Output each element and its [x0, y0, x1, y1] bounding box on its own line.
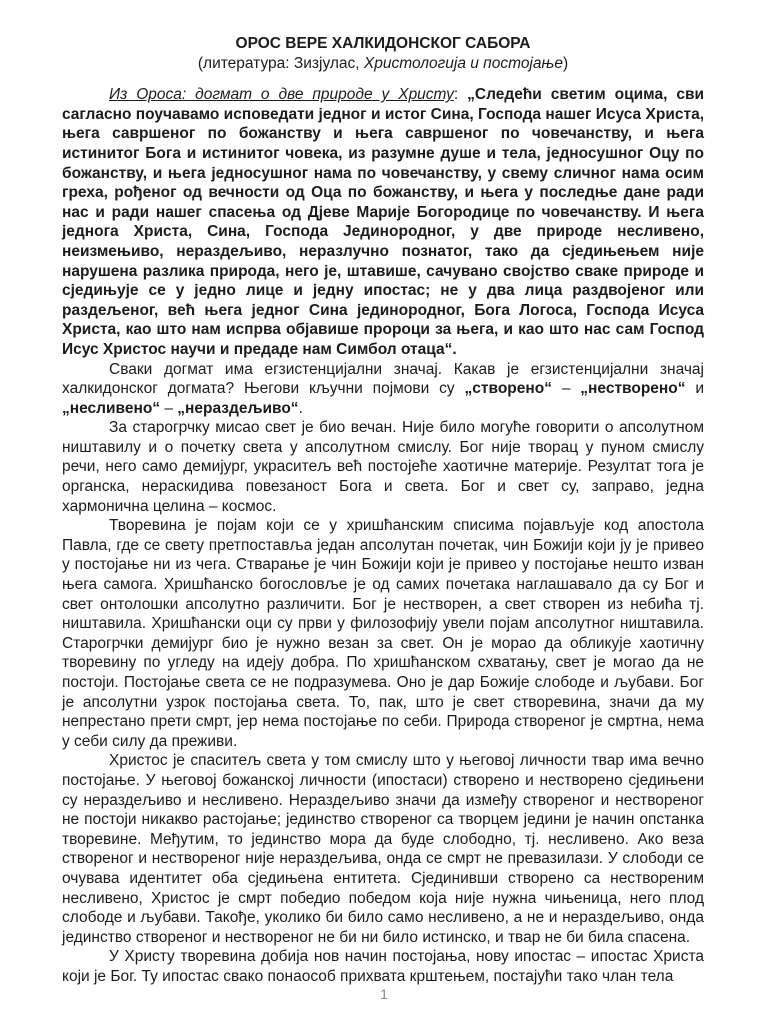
term-unconfused: „несливено“: [62, 399, 161, 417]
paragraph-existential-significance: [62, 360, 704, 419]
horos-quote: „Следећи светим оцима, сви сагласно поучавамо исповедати једног и истог Сина, Господа нашег Исуса Христа, њега савршеног по божанству и њега савршеног по човечанству, и њега истинитог Бога и истинитог човека, из разумне душе и тела, једносушног Оцу по божанству, и њега једносушног нама по човечанству, у свему сличног нама осим греха, рођеног од вечности од Оца по божанству, и њега у последње дане ради нас и ради нашег спасења од Дјеве Марије Богородице по човечанству. И њега једнога Христа, Сина, Господа Јединородног, у две природе несливено, неизмењиво, нераздељиво, неразлучно познатог, тако да сједињењем није нарушена разлика природа, него је, штавише, сачувано својство сваке природе и сједињује се у једно лице и једну ипостас; не у два лица раздвојеног или раздељеног, већ њега једног Сина јединородног, Бога Логоса, Господа Исуса Христа, као што нам испрва објавише пророци за њега, и као што нас сам Господ Исус Христос научи и предаде нам Симбол отаца“.: [62, 86, 705, 358]
horos-colon: :: [453, 86, 468, 104]
p1-sep1: –: [551, 380, 581, 398]
term-created: „створено“: [464, 380, 552, 398]
term-uncreated: „нестворено“: [580, 380, 686, 398]
paragraph-greek-thought: За старогрчку мисао свет је био вечан. Није било могуће говорити о апсолутном ништавилу и о почетку света у апсолутном смислу. Бог није творац у пуном смислу речи, него само демијург, украситељ већ постојеће хаотичне материје. Резултат тога је органска, нераскидива повезаност Бога и света. Бог и свет су, заправо, једна хармонична целина – космос.: [62, 419, 704, 515]
document-page: [62, 34, 704, 987]
subtitle-close: ): [562, 54, 569, 72]
paragraph-christ-savior: Христос је спаситељ света у том смислу што у његовој личности твар има вечно постојање. У његовој божанској личности (ипостаси) створено и нестворено сједињени су нераздељиво и несливено. Нераздељиво значи да између створеног и нествореног не постоји никакво растојање; јединство створеног са творцем једини је начин опстанка творевине. Међутим, то јединство мора да буде слободно, тј. несливено. Ако веза створеног и нествореног није нераздељива, онда се смрт не превазилази. У слободи се очувава идентитет оба сједињена ентитета. Сјединивши створено са нествореним несливено, Христос је смрт победио победом која није нужна чињеница, него плод слободе и љубави. Такође, уколико би било само несливено, а не и нераздељиво, онда јединство створеног и нествореног не би ни било истинско, и твар не би била спасена.: [62, 752, 704, 946]
p1-text: Сваки догмат има егзистенцијални значај. Какав је егзистенцијални значај халкидонског догмата? Његови кључни појмови су: [62, 360, 704, 398]
paragraph-new-hypostasis: У Христу творевина добија нов начин постојања, нову ипостас – ипостас Христа који је Бог. Ту ипостас свако понаособ прихвата крштењем, постајући тако члан тела: [62, 948, 704, 985]
p1-sep2: –: [160, 399, 178, 417]
p1-and: и: [685, 380, 705, 398]
document-subtitle: [62, 54, 704, 74]
subtitle-book-title: Христологија и постојање: [363, 54, 563, 72]
document-title: ОРОС ВЕРЕ ХАЛКИДОНСКОГ САБОРА: [235, 35, 531, 52]
p1-end: .: [298, 399, 303, 417]
subtitle-open: (литература: Зизјулас,: [197, 54, 364, 72]
term-indivisible: „нераздељиво“: [177, 399, 299, 417]
horos-label: Из Ороса: догмат о две природе у Христу: [109, 86, 454, 104]
paragraph-creation: Творевина је појам који се у хришћанским списима појављује код апостола Павла, где се свету претпоставља један апсолутан почетак, чин Божији који ју је привео у постојање ни из чега. Стварање је чин Божији који је привео у постојање нешто изван њега самога. Хришћанско богословље је од самих почетака наглашавало да су Бог и свет онтолошки апсолутно различити. Бог је нестворен, а свет створен из небића тј. ништавила. Хришћански оци су први у филозофију увели појам апсолутног ништавила. Старогрчки демијург био је нужно везан за свет. Он је морао да обликује хаотичну творевину по угледу на идеју добра. По хришћанском схватању, свет је могао да не постоји. Постојање света се не подразумева. Оно је дар Божије слободе и љубави. Бог је апсолутни узрок постојања света. То, пак, што је свет створевина, значи да му непрестано прети смрт, јер нема постојање по себи. Природа створеног је смртна, нема у себи силу да преживи.: [62, 517, 704, 750]
page-number: 1: [380, 986, 388, 1002]
horos-paragraph: [62, 85, 704, 359]
